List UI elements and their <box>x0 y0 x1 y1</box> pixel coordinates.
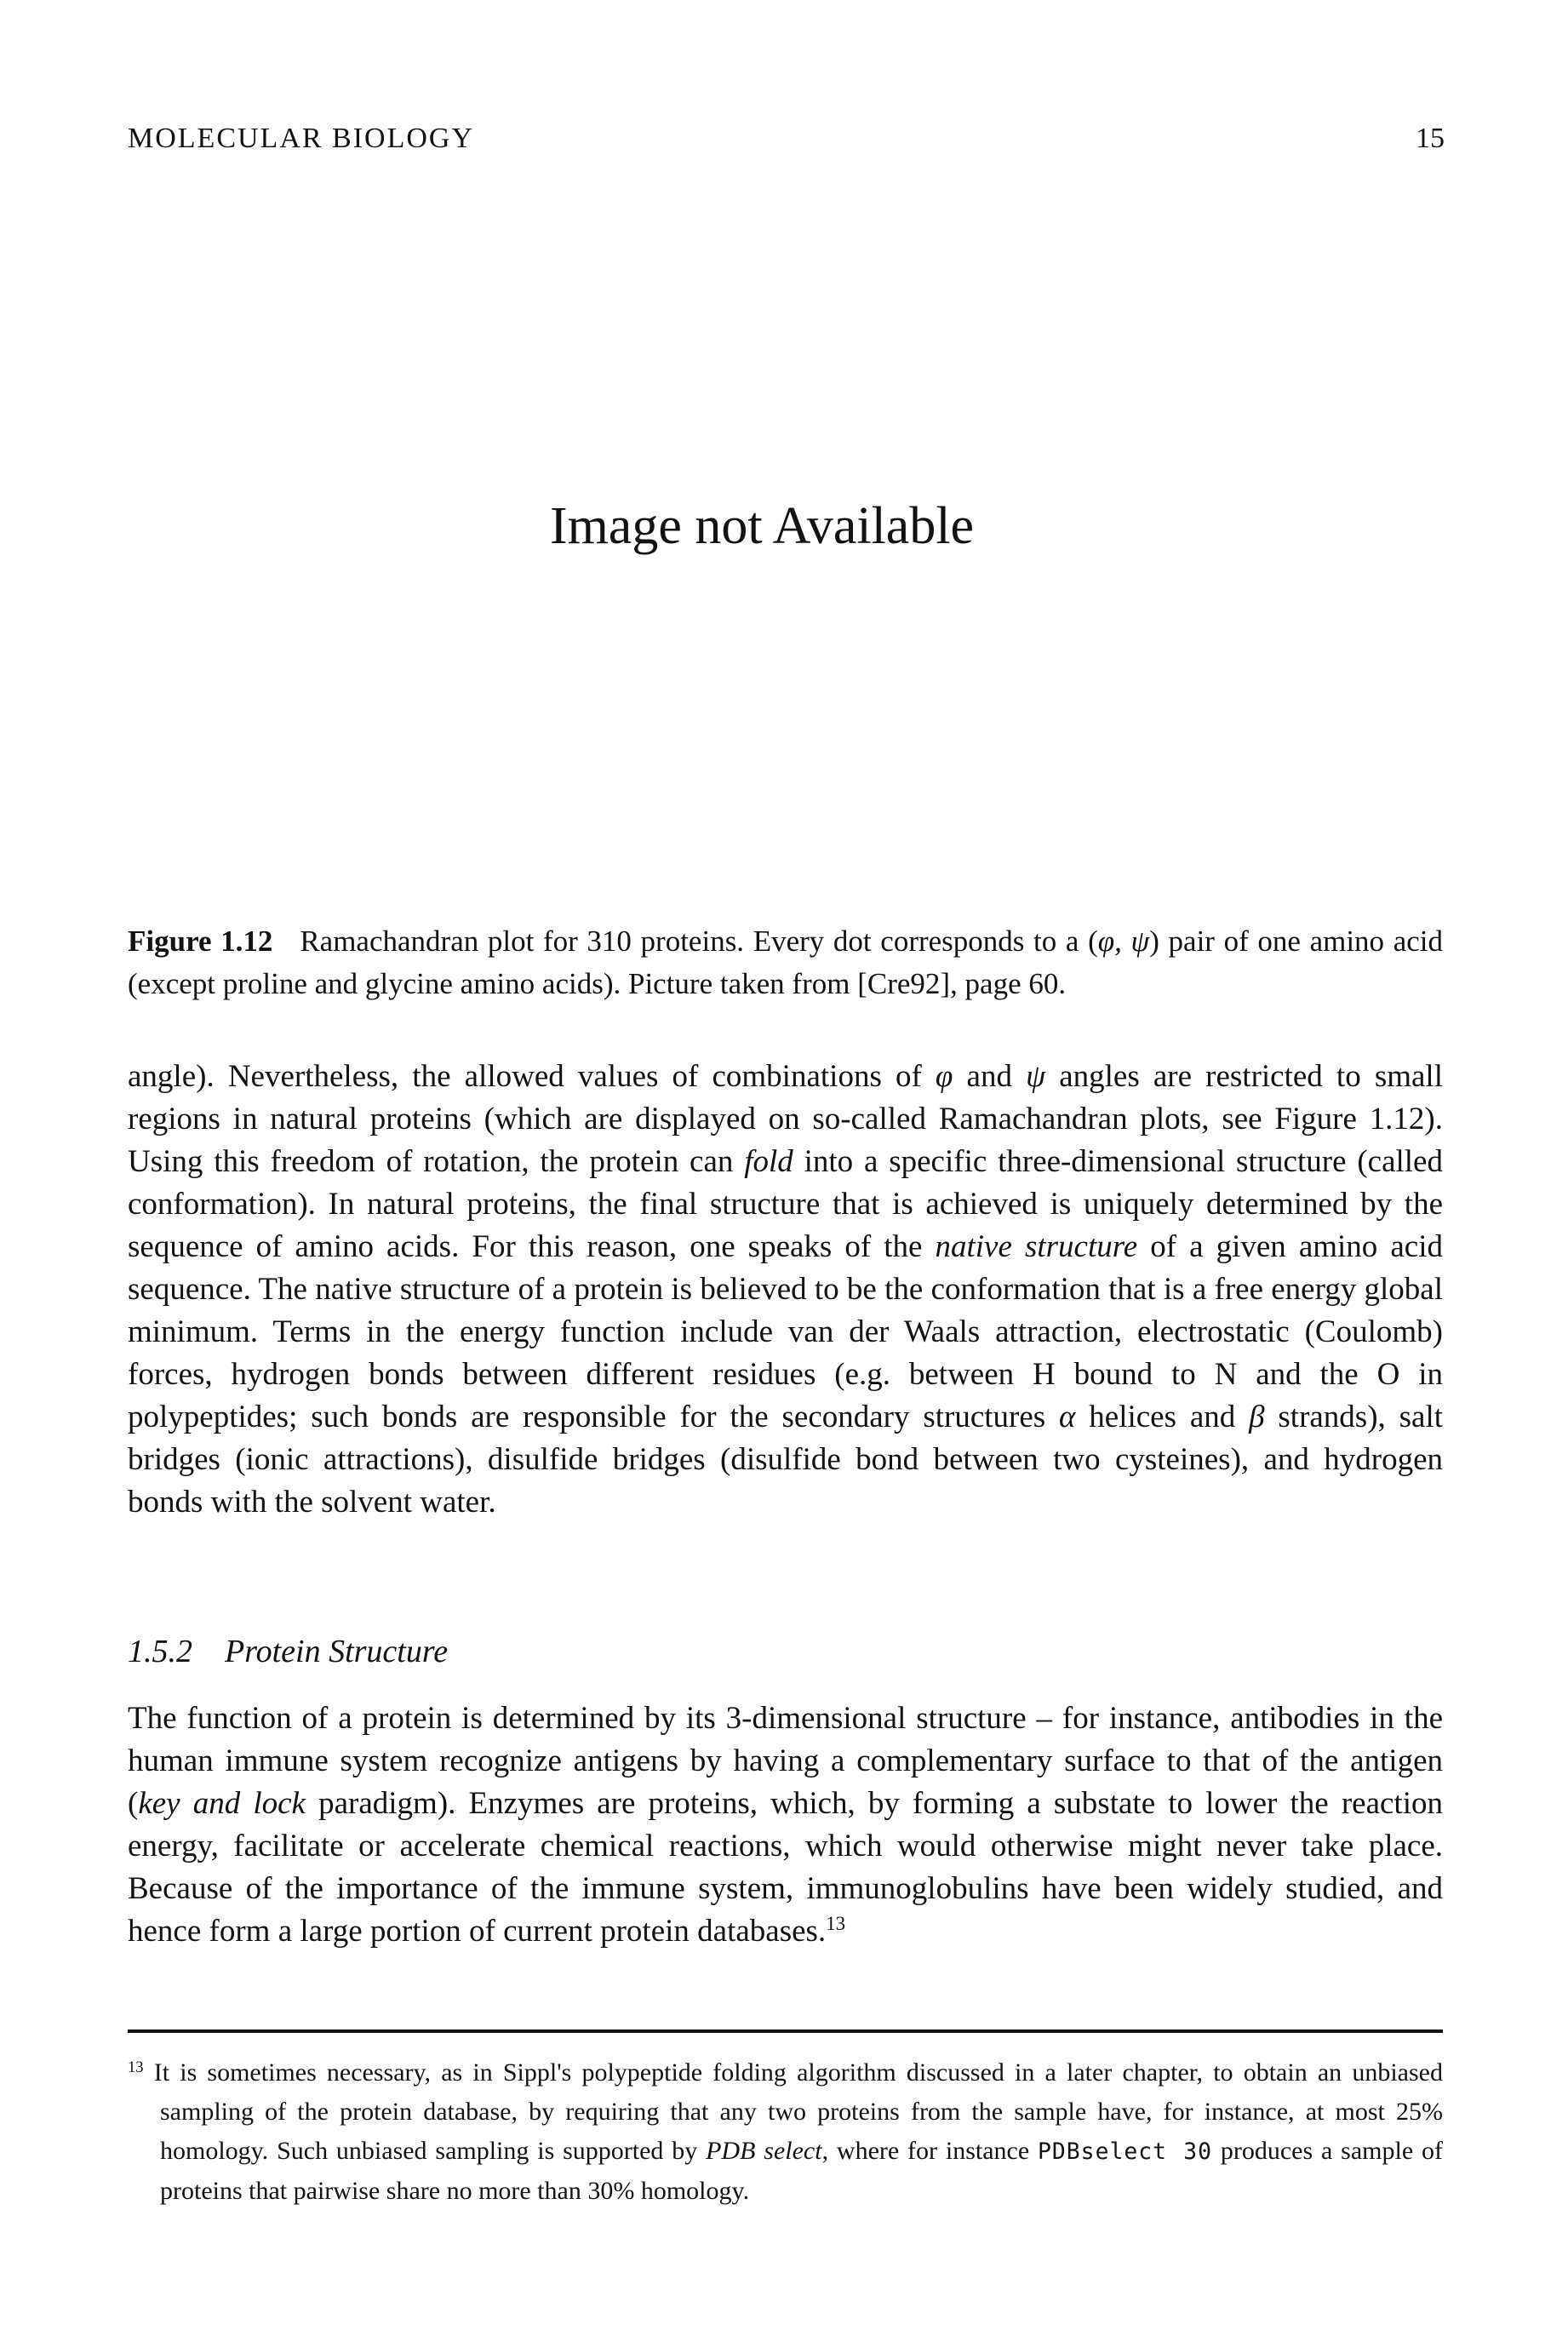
text-segment: , where for instance <box>821 2137 1039 2165</box>
text-segment: φ <box>935 1059 953 1094</box>
text-segment: strands), salt bridges (ionic attractions), disulfide bridges (disulfide bond between two cysteines), and hydrogen bonds with the solvent water. <box>128 1400 1443 1520</box>
text-segment: paradigm). Enzymes are proteins, which, by forming a substate to lower the reaction energy, facilitate or accelerate chemical reactions, which would otherwise might never take place. Because of the importance of the immune system, immunoglobulins have been widely studied, and hence form a large portion of current protein databases. <box>128 1786 1443 1949</box>
text-segment: ) pair of one amino acid (except proline and glycine amino acids). Picture taken from [Cre92], page 60. <box>128 925 1443 1000</box>
footnote-13 <box>128 2053 1443 2211</box>
text-segment: Ramachandran plot for 310 proteins. Every dot corresponds to a ( <box>272 925 1098 958</box>
section-title: Protein Structure <box>225 1634 449 1669</box>
footnote-marker: 13 <box>128 2058 144 2076</box>
text-segment: φ, ψ <box>1097 925 1150 958</box>
body-paragraph-continuation <box>128 1056 1443 1524</box>
text-segment: produces a sample of proteins that pairwise share no more than 30% homology. <box>160 2137 1443 2205</box>
text-segment: helices and <box>1075 1400 1250 1434</box>
footnote-marker: 13 <box>826 1913 846 1935</box>
running-head: MOLECULAR BIOLOGY <box>128 123 475 154</box>
footnote-divider <box>128 2029 1443 2033</box>
text-segment: into a specific three-dimensional structure (called conformation). In natural proteins, the final structure that is achieved is uniquely determined by the sequence of amino acids. For this reason, one speaks of the <box>128 1144 1443 1264</box>
text-segment: α <box>1059 1400 1076 1434</box>
text-segment: key and lock <box>138 1786 306 1821</box>
text-segment: The function of a protein is determined by its 3-dimensional structure – for instance, antibodies in the human immune system recognize antigens by having a complementary surface to that of the antigen ( <box>128 1701 1443 1821</box>
text-segment: angle). Nevertheless, the allowed values of combinations of <box>128 1059 936 1094</box>
text-segment: angles are restricted to small regions in natural proteins (which are displayed on so-called Ramachandran plots, see Figure 1.12). Using this freedom of rotation, the protein can <box>128 1059 1443 1179</box>
text-segment: It is sometimes necessary, as in Sippl's polypeptide folding algorithm discussed in a later chapter, to obtain an unbiased sampling of the protein database, by requiring that any two proteins from the sample have, for instance, at most 25% homology. Such unbiased sampling is supported by <box>143 2058 1443 2165</box>
section-number: 1.5.2 <box>128 1634 192 1669</box>
image-not-available-text: Image not Available <box>549 497 975 555</box>
text-segment: PDBselect 30 <box>1038 2138 1213 2165</box>
section-heading <box>128 1633 448 1670</box>
body-paragraph-protein-function <box>128 1697 1443 1953</box>
text-segment: Figure 1.12 <box>128 925 273 958</box>
text-segment: native structure <box>935 1229 1138 1264</box>
text-segment: and <box>953 1059 1027 1094</box>
figure-caption <box>128 920 1443 1005</box>
text-segment: β <box>1249 1400 1265 1434</box>
page-number: 15 <box>1416 123 1445 154</box>
text-segment: ψ <box>1026 1059 1046 1094</box>
text-segment: fold <box>744 1144 793 1179</box>
text-segment: of a given amino acid sequence. The native structure of a protein is believed to be the conformation that is a free energy global minimum. Terms in the energy function include van der Waals attraction, electrostatic (Coulomb) forces, hydrogen bonds between different residues (e.g. between H bound to N and the O in polypeptides; such bonds are responsible for the secondary structures <box>128 1229 1443 1434</box>
text-segment: PDB select <box>706 2137 822 2165</box>
